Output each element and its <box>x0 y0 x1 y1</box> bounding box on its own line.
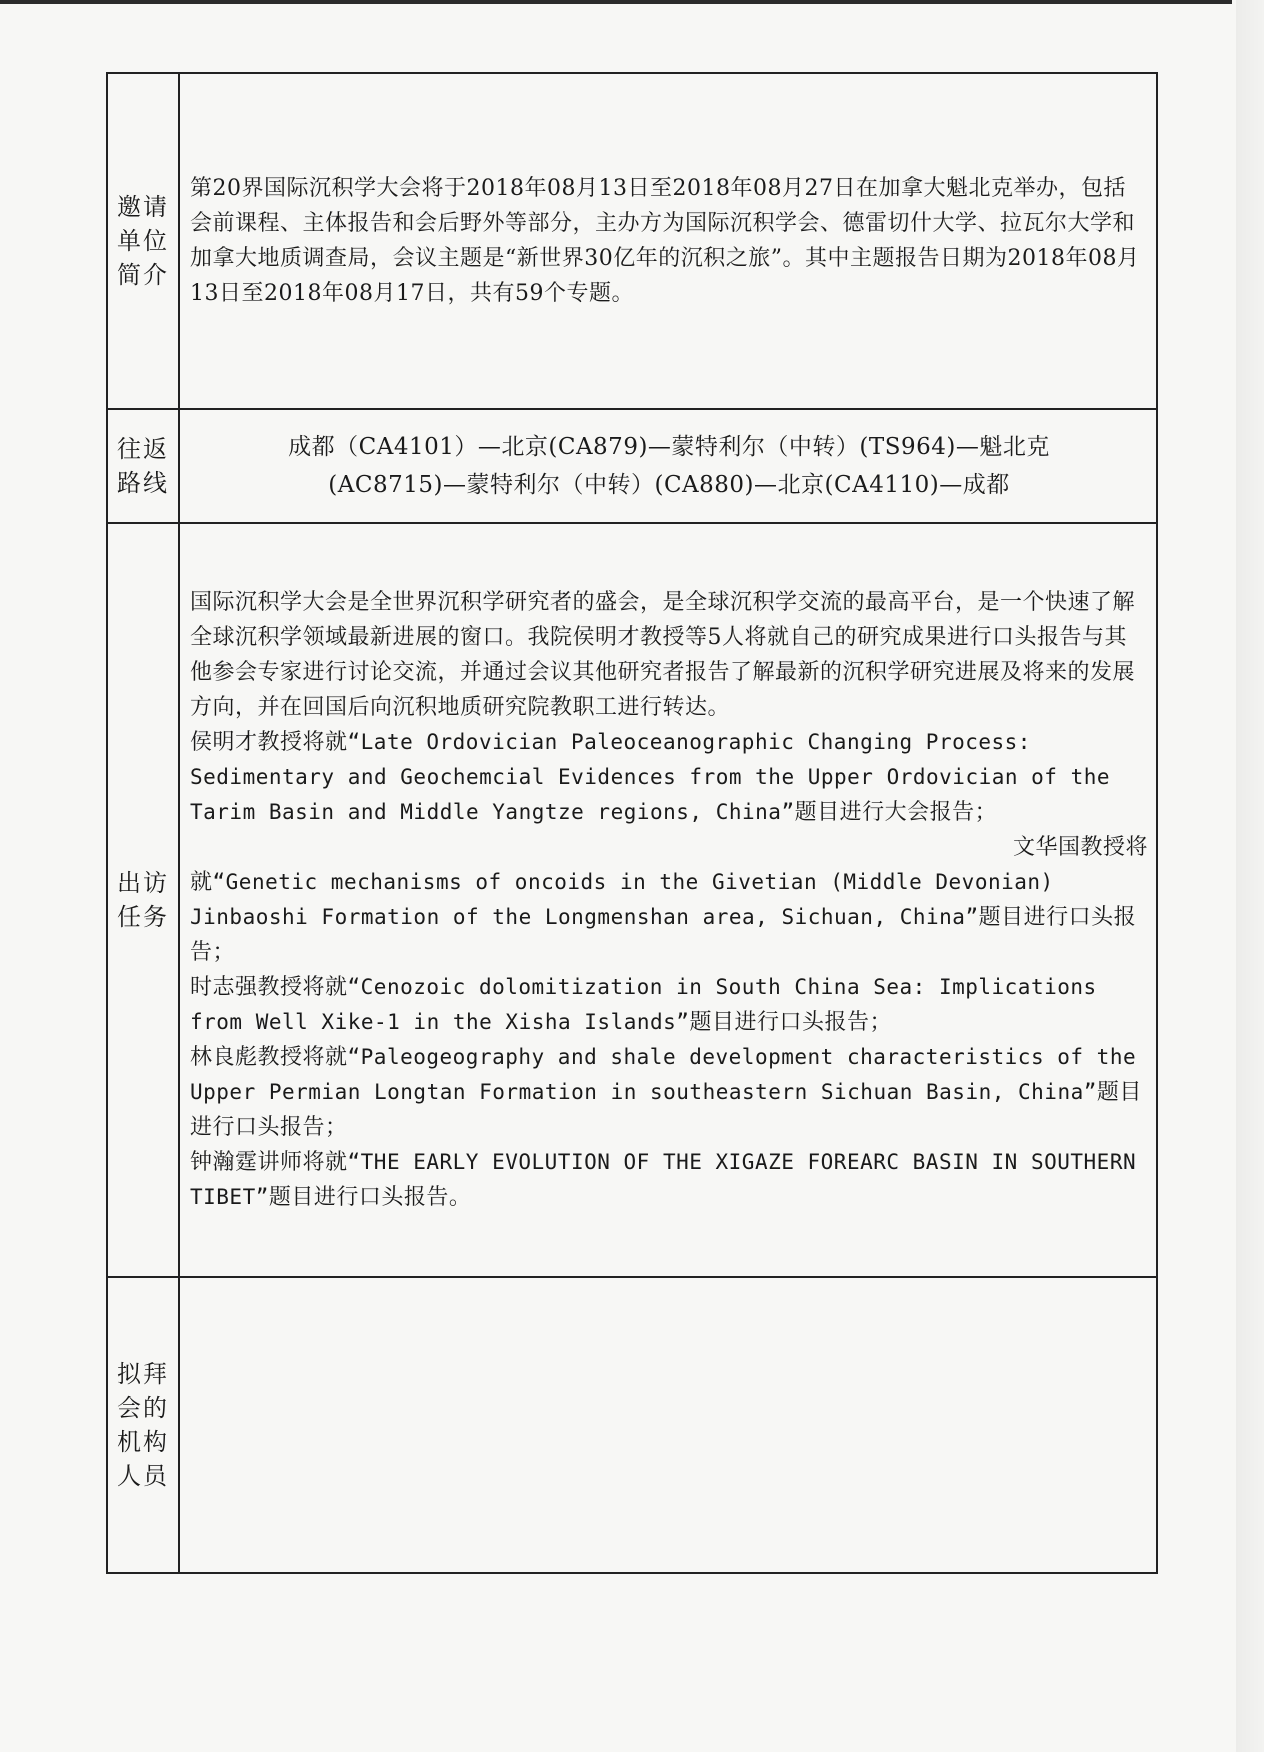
application-form-table <box>106 72 1158 1574</box>
label-visit-text: 拟拜会的机构人员 <box>117 1360 169 1490</box>
label-route <box>107 409 179 523</box>
task-item-2-lead: 就 <box>190 870 213 895</box>
task-item-3 <box>190 970 1148 1040</box>
content-intro <box>179 73 1157 409</box>
row-route <box>107 409 1157 523</box>
task-item-4 <box>190 1040 1148 1145</box>
task-item-1-suffix: 题目进行大会报告； <box>794 800 998 825</box>
scan-edge-right <box>1236 0 1264 1752</box>
row-intro <box>107 73 1157 409</box>
task-item-2-title: “Genetic mechanisms of oncoids in the Givetian (Middle Devonian) Jinbaoshi Formation of the Longmenshan area, Sichuan, China” <box>190 870 1054 929</box>
task-item-2-suffix: 题目进行口头报告； <box>190 905 1137 965</box>
task-item-5-prefix: 钟瀚霆讲师将就 <box>190 1150 348 1175</box>
content-task <box>179 523 1157 1277</box>
task-item-5-title: “THE EARLY EVOLUTION OF THE XIGAZE FOREARC BASIN IN SOUTHERN TIBET” <box>190 1150 1137 1209</box>
label-route-text: 往返路线 <box>117 435 169 497</box>
task-item-5-suffix: 题目进行口头报告。 <box>268 1185 472 1210</box>
label-task <box>107 523 179 1277</box>
task-item-3-title: “Cenozoic dolomitization in South China Sea: Implications from Well Xike-1 in the Xisha Islands” <box>190 975 1097 1034</box>
task-item-4-title: “Paleogeography and shale development characteristics of the Upper Permian Longtan Formation in southeastern Sichuan Basin, China” <box>190 1045 1137 1104</box>
task-item-3-suffix: 题目进行口头报告； <box>689 1010 892 1035</box>
label-task-text: 出访任务 <box>117 869 169 931</box>
label-intro <box>107 73 179 409</box>
label-visit <box>107 1277 179 1573</box>
task-intro: 国际沉积学大会是全世界沉积学研究者的盛会，是全球沉积学交流的最高平台，是一个快速了解全球沉积学领域最新进展的窗口。我院侯明才教授等5人将就自己的研究成果进行口头报告与其他参会专家进行讨论交流，并通过会议其他研究者报告了解最新的沉积学研究进展及将来的发展方向，并在回国后向沉积地质研究院教职工进行转达。 <box>190 590 1136 720</box>
content-visit <box>179 1277 1157 1573</box>
row-visit <box>107 1277 1157 1573</box>
scan-edge-top <box>0 0 1232 4</box>
intro-paragraph: 第20界国际沉积学大会将于2018年08月13日至2018年08月27日在加拿大魁北克举办，包括会前课程、主体报告和会后野外等部分，主办方为国际沉积学会、德雷切什大学、拉瓦尔大学和加拿大地质调查局，会议主题是“新世界30亿年的沉积之旅”。其中主题报告日期为2018年08月13日至2018年08月17日，共有59个专题。 <box>190 176 1140 306</box>
task-item-4-prefix: 林良彪教授将就 <box>190 1045 348 1070</box>
task-item-5 <box>190 1145 1148 1215</box>
task-item-1-title: “Late Ordovician Paleoceanographic Changing Process: Sedimentary and Geochemcial Evidences from the Upper Ordovician of the Tarim Basin and Middle Yangtze regions, China” <box>190 730 1111 824</box>
task-item-2-prefix: 文华国教授将 <box>1012 835 1148 860</box>
task-item-1 <box>190 725 1148 830</box>
row-task <box>107 523 1157 1277</box>
task-item-1-prefix: 侯明才教授将就 <box>190 730 348 755</box>
content-route <box>179 409 1157 523</box>
task-item-3-prefix: 时志强教授将就 <box>190 975 348 1000</box>
task-item-4-suffix: 题目进行口头报告； <box>190 1080 1142 1140</box>
route-line-2: (AC8715)—蒙特利尔（中转）(CA880)—北京(CA4110)—成都 <box>328 472 1010 498</box>
task-item-2 <box>190 865 1148 970</box>
label-intro-text: 邀请单位简介 <box>117 193 169 289</box>
route-line-1: 成都（CA4101）—北京(CA879)—蒙特利尔（中转）(TS964)—魁北克 <box>288 434 1050 460</box>
